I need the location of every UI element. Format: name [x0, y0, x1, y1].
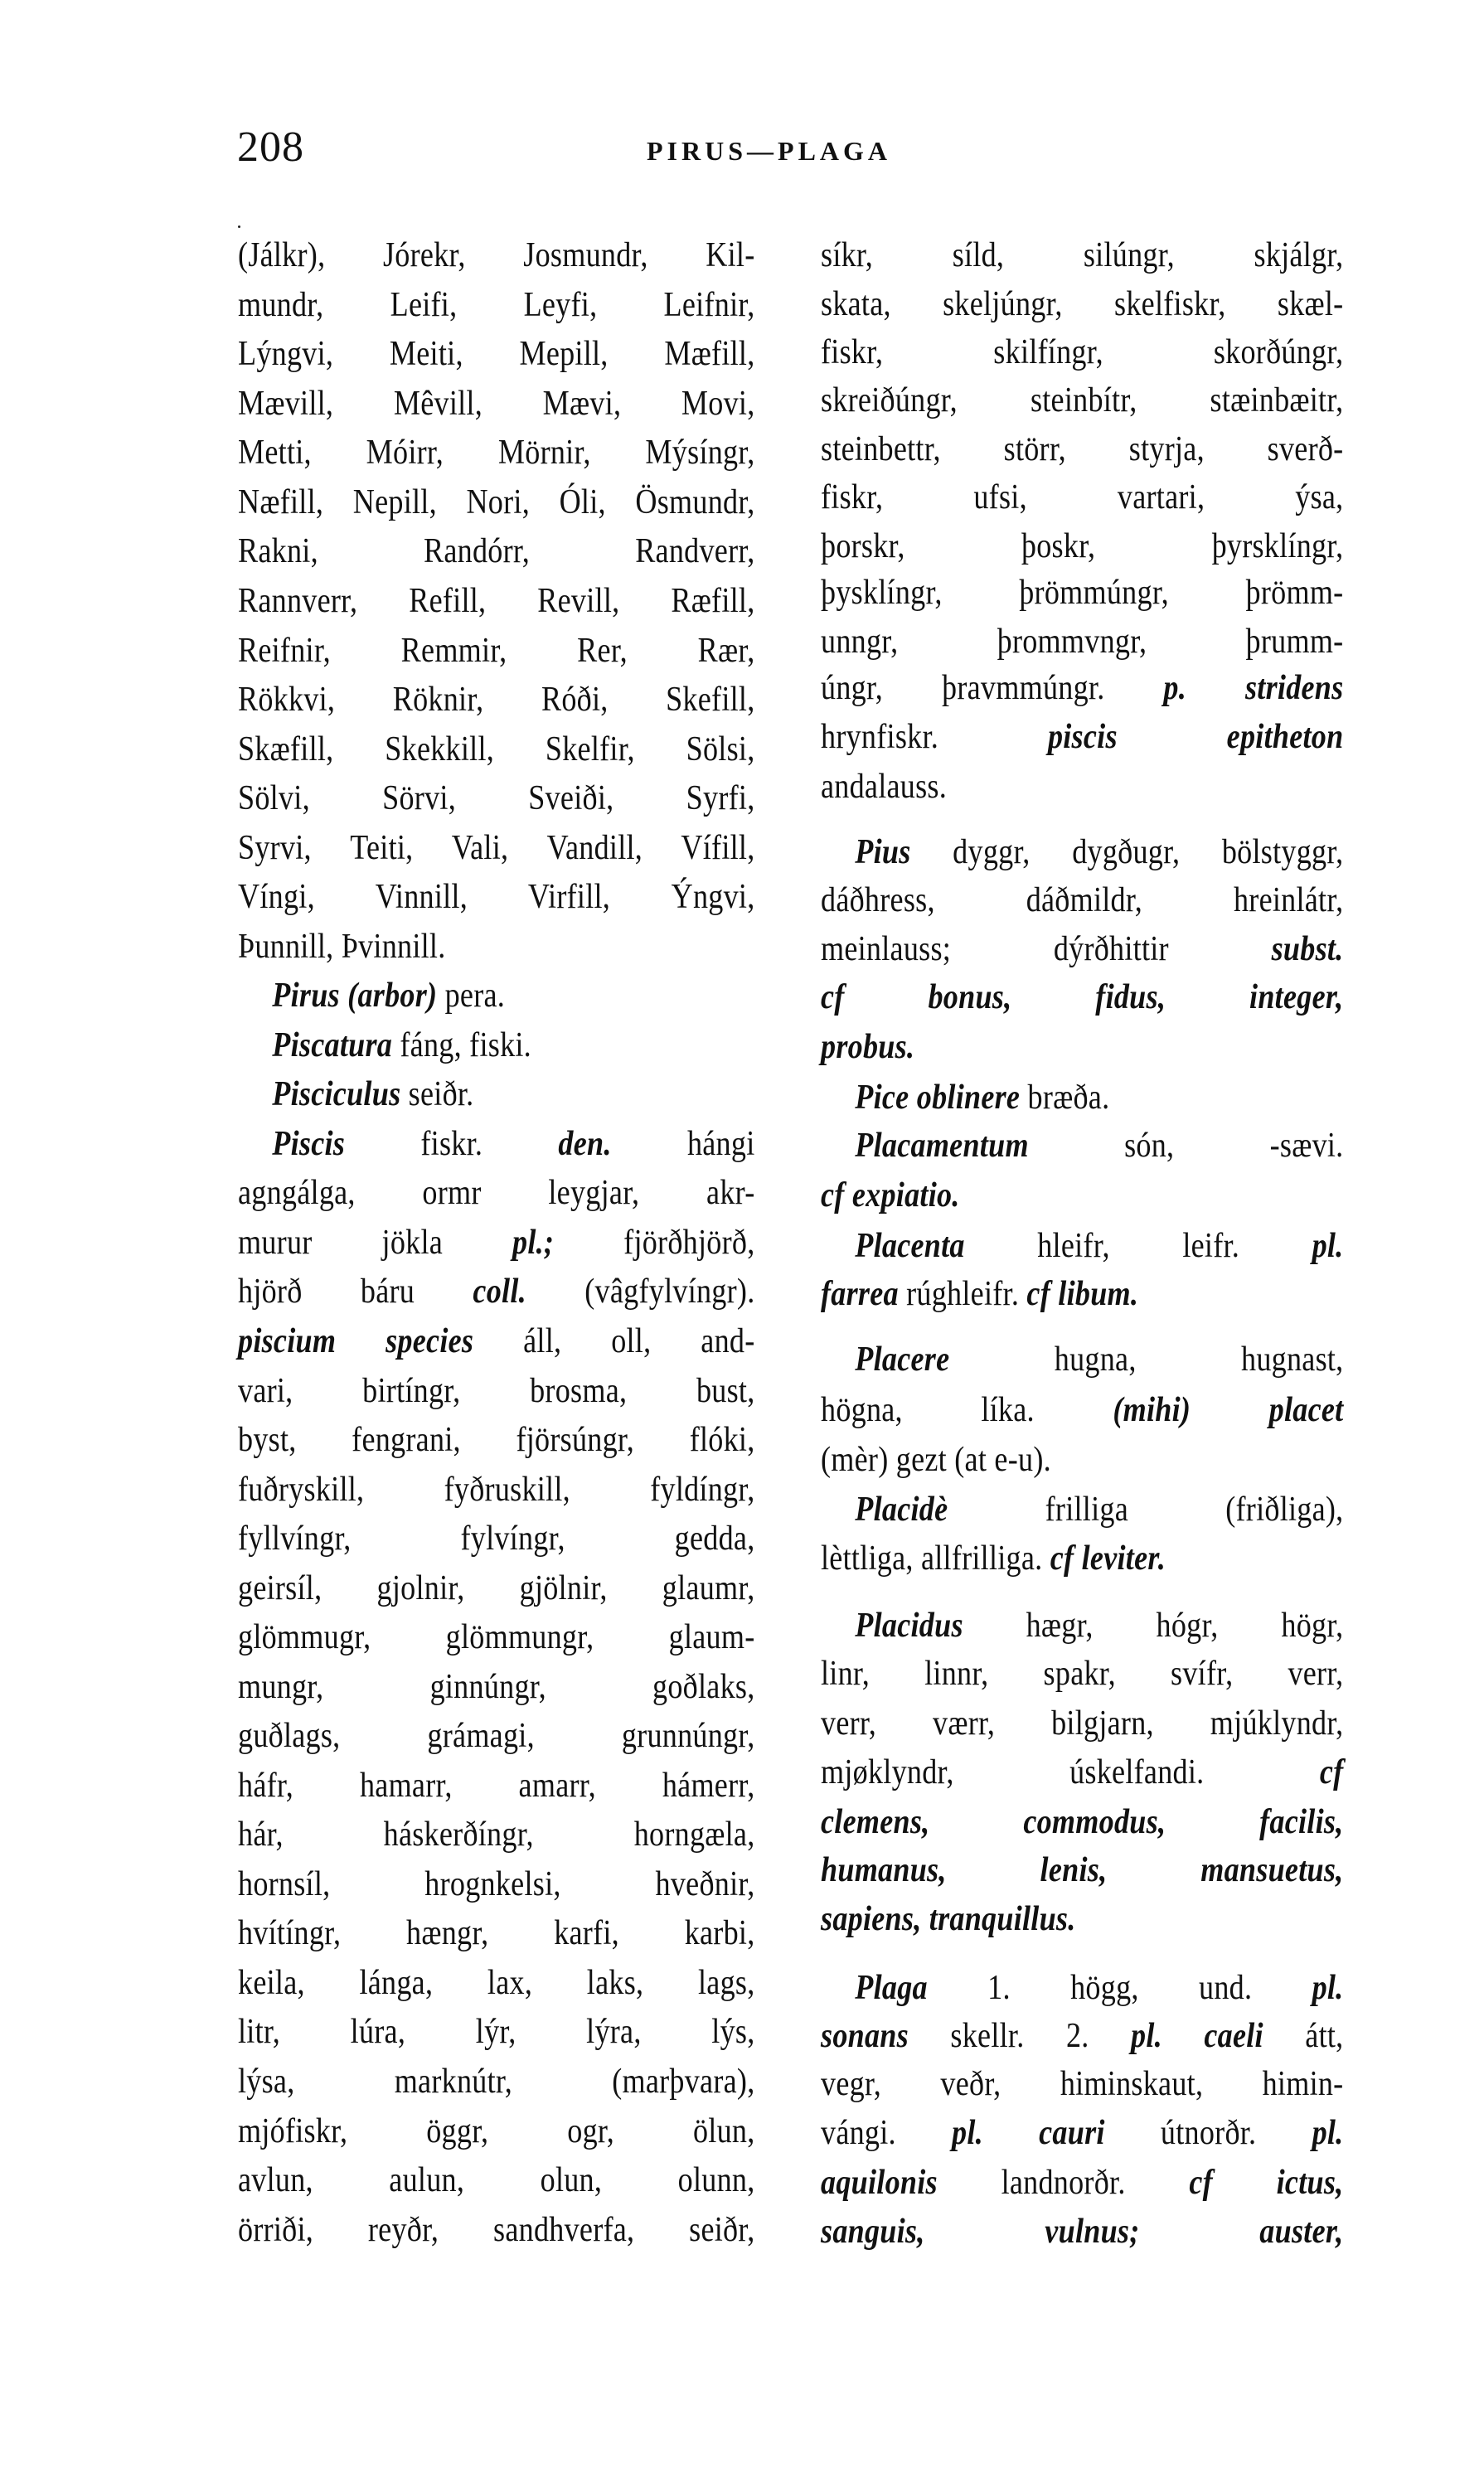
text-line — [821, 1699, 1343, 1748]
text-line — [238, 428, 755, 478]
text-line — [821, 2158, 1343, 2208]
text-line — [821, 1963, 1343, 2013]
text-line — [238, 1267, 755, 1316]
text-line — [821, 663, 1343, 713]
text-line — [238, 1415, 755, 1465]
text-line — [238, 526, 755, 576]
latin-term: pl. — [1312, 1969, 1344, 2007]
text-line — [238, 1069, 755, 1119]
icelandic-text: Metti, Móirr, Mörnir, Mýsíngr, — [238, 434, 755, 472]
icelandic-text: Næfill, Nepill, Nori, Óli, Ösmundr, — [238, 483, 755, 521]
icelandic-text: átt, — [1263, 2017, 1344, 2055]
text-line — [238, 1810, 755, 1859]
icelandic-text: mundr, Leifi, Leyfi, Leifnir, — [238, 286, 755, 324]
text-line — [821, 2011, 1343, 2061]
text-line — [821, 924, 1343, 974]
text-line — [821, 1797, 1343, 1847]
icelandic-text: fiskr, skilfíngr, skorðúngr, — [821, 333, 1344, 371]
text-line — [821, 2207, 1343, 2257]
icelandic-text: Þunnill, Þvinnill. — [238, 928, 446, 966]
icelandic-text: pera. — [437, 977, 506, 1015]
text-line — [821, 875, 1343, 925]
icelandic-text: hugna, hugnast, — [949, 1340, 1344, 1379]
icelandic-text: byst, fengrani, fjörsúngr, flóki, — [238, 1421, 755, 1459]
latin-term: subst. — [1271, 930, 1344, 968]
text-line — [821, 1435, 1343, 1485]
text-line — [821, 617, 1343, 667]
text-line — [238, 1366, 755, 1416]
icelandic-text: háfr, hamarr, amarr, hámerr, — [238, 1767, 755, 1805]
text-line — [238, 1662, 755, 1712]
icelandic-text: mjøklyndr, úskelfandi. — [821, 1753, 1320, 1791]
icelandic-text: (mèr) gezt (at e-u). — [821, 1441, 1051, 1479]
text-line — [238, 1711, 755, 1761]
text-line — [821, 376, 1343, 425]
latin-term: humanus, lenis, mansuetus, — [821, 1851, 1344, 1889]
icelandic-text: vegr, veðr, himinskaut, himin- — [821, 2065, 1344, 2103]
text-line — [238, 626, 755, 676]
icelandic-text: hleifr, leifr. — [964, 1227, 1312, 1265]
icelandic-text: áll, oll, and- — [473, 1322, 755, 1360]
latin-term: clemens, commodus, facilis, — [821, 1803, 1344, 1841]
latin-term: cf libum. — [1026, 1275, 1139, 1313]
icelandic-text: són, -sævi. — [1028, 1127, 1344, 1165]
icelandic-text: meinlauss; dýrðhittir — [821, 930, 1272, 968]
text-line — [238, 2205, 755, 2255]
latin-term: p. stridens — [1163, 669, 1344, 707]
text-line — [238, 1563, 755, 1613]
text-line — [821, 327, 1343, 377]
icelandic-text: hvítíngr, hængr, karfi, karbi, — [238, 1914, 755, 1952]
text-line — [821, 279, 1343, 329]
latin-term: pl. — [1312, 1227, 1344, 1265]
icelandic-text: Skæfill, Skekkill, Skelfir, Sölsi, — [238, 730, 755, 768]
text-line — [821, 1022, 1343, 1072]
text-line — [238, 1020, 755, 1070]
icelandic-text: fiskr, ufsi, vartari, ýsa, — [821, 478, 1344, 516]
icelandic-text: Rannverr, Refill, Revill, Ræfill, — [238, 582, 755, 620]
text-line — [821, 1601, 1343, 1651]
text-line — [238, 478, 755, 527]
latin-term: aquilonis — [821, 2164, 938, 2202]
latin-term: Placenta — [855, 1227, 965, 1265]
text-line — [821, 1748, 1343, 1797]
latin-term: cf bonus, fidus, integer, — [821, 978, 1344, 1016]
icelandic-text: Reifnir, Remmir, Rer, Rær, — [238, 632, 755, 670]
text-line — [238, 1859, 755, 1909]
text-line — [821, 1385, 1343, 1435]
latin-term: Plaga — [855, 1969, 928, 2007]
latin-term: cf ictus, — [1189, 2164, 1344, 2202]
latin-term: Placidè — [855, 1491, 948, 1529]
icelandic-text: lèttliga, allfrilliga. — [821, 1539, 1050, 1578]
icelandic-text: steinbettr, störr, styrja, sverð- — [821, 430, 1344, 468]
text-line — [238, 1119, 755, 1169]
icelandic-text: dáðhress, dáðmildr, hreinlátr, — [821, 881, 1344, 919]
text-line — [821, 230, 1343, 280]
latin-term: piscis epitheton — [1047, 718, 1344, 756]
icelandic-text: Lýngvi, Meiti, Mepill, Mæfill, — [238, 335, 755, 373]
text-line — [821, 2059, 1343, 2109]
icelandic-text: mungr, ginnúngr, goðlaks, — [238, 1668, 755, 1706]
print-speck — [238, 225, 240, 228]
icelandic-text: linr, linnr, spakr, svífr, verr, — [821, 1655, 1344, 1693]
text-line — [821, 568, 1343, 618]
running-head: PIRUS—PLAGA — [647, 136, 892, 166]
text-line — [238, 725, 755, 774]
text-line — [821, 1171, 1343, 1220]
icelandic-text: seiðr. — [400, 1075, 474, 1113]
icelandic-text: rúghleifr. — [898, 1275, 1027, 1313]
icelandic-text: dyggr, dygðugr, bölstyggr, — [910, 833, 1344, 871]
icelandic-text: úngr, þravmmúngr. — [821, 669, 1164, 707]
icelandic-text: geirsíl, gjolnir, gjölnir, glaumr, — [238, 1569, 755, 1607]
text-line — [238, 1168, 755, 1218]
latin-term: Pius — [855, 833, 911, 871]
icelandic-text: mjófiskr, öggr, ogr, ölun, — [238, 2112, 755, 2150]
text-line — [821, 521, 1343, 571]
icelandic-text: fáng, fiski. — [392, 1026, 531, 1064]
icelandic-text: skreiðúngr, steinbítr, stæinbæitr, — [821, 381, 1344, 419]
latin-term: coll. — [473, 1273, 526, 1311]
text-line — [821, 1534, 1343, 1583]
icelandic-text: hægr, hógr, högr, — [963, 1607, 1344, 1645]
latin-term: pl. — [1312, 2114, 1344, 2152]
icelandic-text: lýsa, marknútr, (marþvara), — [238, 2063, 755, 2101]
text-line — [238, 1761, 755, 1811]
text-line — [821, 1269, 1343, 1319]
icelandic-text: hjörð báru — [238, 1273, 473, 1311]
text-line — [821, 1221, 1343, 1271]
text-line — [821, 1894, 1343, 1944]
latin-term: sonans — [821, 2017, 909, 2055]
text-line — [238, 1908, 755, 1958]
text-line — [238, 773, 755, 823]
icelandic-text: unngr, þrommvngr, þrumm- — [821, 623, 1344, 661]
icelandic-text: hrynfiskr. — [821, 718, 1048, 756]
icelandic-text: Víngi, Vinnill, Virfill, Ýngvi, — [238, 878, 755, 916]
latin-term: Placamentum — [855, 1127, 1029, 1165]
icelandic-text: guðlags, grámagi, grunnúngr, — [238, 1717, 755, 1755]
text-line — [821, 712, 1343, 762]
text-line — [238, 2106, 755, 2156]
latin-term: sanguis, vulnus; auster, — [821, 2213, 1344, 2251]
latin-term: cf leviter. — [1050, 1539, 1166, 1578]
latin-term: Pisciculus — [272, 1075, 401, 1113]
text-line — [238, 675, 755, 725]
icelandic-text: Syrvi, Teiti, Vali, Vandill, Vífill, — [238, 829, 755, 867]
latin-term: cf — [1319, 1753, 1344, 1791]
latin-term: Piscatura — [272, 1026, 393, 1064]
text-line — [238, 1958, 755, 2008]
icelandic-text: avlun, aulun, olun, olunn, — [238, 2161, 755, 2199]
text-line — [238, 379, 755, 429]
icelandic-text: Rökkvi, Röknir, Róði, Skefill, — [238, 681, 755, 719]
icelandic-text: bræða. — [1020, 1079, 1110, 1117]
text-line — [238, 872, 755, 922]
text-line — [821, 972, 1343, 1022]
text-line — [238, 329, 755, 379]
icelandic-text: högna, líka. — [821, 1391, 1113, 1429]
text-line — [238, 230, 755, 280]
text-line — [238, 823, 755, 873]
icelandic-text: útnorðr. — [1104, 2114, 1312, 2152]
latin-term: Pice oblinere — [855, 1079, 1021, 1117]
text-line — [238, 922, 755, 972]
icelandic-text: fuðryskill, fyðruskill, fyldíngr, — [238, 1471, 755, 1509]
text-line — [821, 1845, 1343, 1895]
text-line — [821, 1485, 1343, 1534]
icelandic-text: hángi — [611, 1125, 755, 1163]
page-number: 208 — [237, 124, 304, 171]
icelandic-text: murur jökla — [238, 1224, 513, 1262]
icelandic-text: andalauss. — [821, 768, 948, 806]
latin-term: (mihi) placet — [1113, 1391, 1344, 1429]
icelandic-text: síkr, síld, silúngr, skjálgr, — [821, 236, 1344, 274]
icelandic-text: fjörðhjörð, — [554, 1224, 755, 1262]
text-line — [821, 2108, 1343, 2158]
icelandic-text: þysklíngr, þrömmúngr, þrömm- — [821, 574, 1344, 612]
text-line — [238, 2155, 755, 2205]
text-line — [238, 2007, 755, 2057]
latin-term: Placere — [855, 1340, 950, 1379]
icelandic-text: hornsíl, hrognkelsi, hveðnir, — [238, 1865, 755, 1903]
icelandic-text: örriði, reyðr, sandhverfa, seiðr, — [238, 2211, 755, 2249]
icelandic-text: fiskr. — [345, 1125, 559, 1163]
latin-term: pl. cauri — [952, 2114, 1105, 2152]
text-line — [821, 827, 1343, 877]
text-line — [821, 473, 1343, 522]
icelandic-text: keila, lánga, lax, laks, lags, — [238, 1964, 755, 2002]
icelandic-text: Mævill, Mêvill, Mævi, Movi, — [238, 385, 755, 423]
text-line — [238, 1218, 755, 1268]
icelandic-text: agngálga, ormr leygjar, akr- — [238, 1174, 755, 1212]
icelandic-text: landnorðr. — [937, 2164, 1190, 2202]
text-line — [821, 1073, 1343, 1122]
text-line — [821, 424, 1343, 474]
icelandic-text: Rakni, Randórr, Randverr, — [238, 532, 755, 570]
latin-term: piscium species — [238, 1322, 474, 1360]
latin-term: probus. — [821, 1028, 915, 1066]
icelandic-text: fyllvíngr, fylvíngr, gedda, — [238, 1520, 755, 1558]
icelandic-text: 1. högg, und. — [927, 1969, 1312, 2007]
text-line — [821, 1335, 1343, 1384]
icelandic-text: skellr. 2. — [908, 2017, 1132, 2055]
icelandic-text: verr, værr, bilgjarn, mjúklyndr, — [821, 1704, 1344, 1743]
icelandic-text: Sölvi, Sörvi, Sveiði, Syrfi, — [238, 779, 755, 817]
latin-term: sapiens, tranquillus. — [821, 1900, 1076, 1938]
icelandic-text: (Jálkr), Jórekr, Josmundr, Kil- — [238, 236, 755, 274]
latin-term: Pirus (arbor) — [272, 977, 438, 1015]
latin-term: Piscis — [272, 1125, 346, 1163]
text-line — [821, 1121, 1343, 1171]
icelandic-text: þorskr, þoskr, þyrsklíngr, — [821, 527, 1344, 565]
latin-term: pl.; — [512, 1224, 555, 1262]
text-line — [821, 1649, 1343, 1699]
icelandic-text: vángi. — [821, 2114, 953, 2152]
latin-term: pl. caeli — [1131, 2017, 1263, 2055]
text-line — [238, 2057, 755, 2106]
text-line — [238, 1465, 755, 1515]
icelandic-text: hár, háskerðíngr, horngæla, — [238, 1816, 755, 1854]
text-line — [238, 1316, 755, 1366]
latin-term: Placidus — [855, 1607, 963, 1645]
latin-term: den. — [558, 1125, 612, 1163]
text-line — [238, 971, 755, 1020]
text-line — [238, 1514, 755, 1563]
text-line — [238, 576, 755, 626]
text-line — [238, 280, 755, 330]
text-line — [821, 762, 1343, 812]
text-line — [238, 1612, 755, 1662]
latin-term: cf expiatio. — [821, 1176, 960, 1214]
icelandic-text: skata, skeljúngr, skelfiskr, skæl- — [821, 285, 1344, 323]
icelandic-text: glömmugr, glömmungr, glaum- — [238, 1618, 755, 1656]
icelandic-text: vari, birtíngr, brosma, bust, — [238, 1372, 755, 1410]
latin-term: farrea — [821, 1275, 899, 1313]
icelandic-text: litr, lúra, lýr, lýra, lýs, — [238, 2013, 755, 2051]
icelandic-text: frilliga (friðliga), — [948, 1491, 1344, 1529]
icelandic-text: (vâgfylvíngr). — [526, 1273, 755, 1311]
